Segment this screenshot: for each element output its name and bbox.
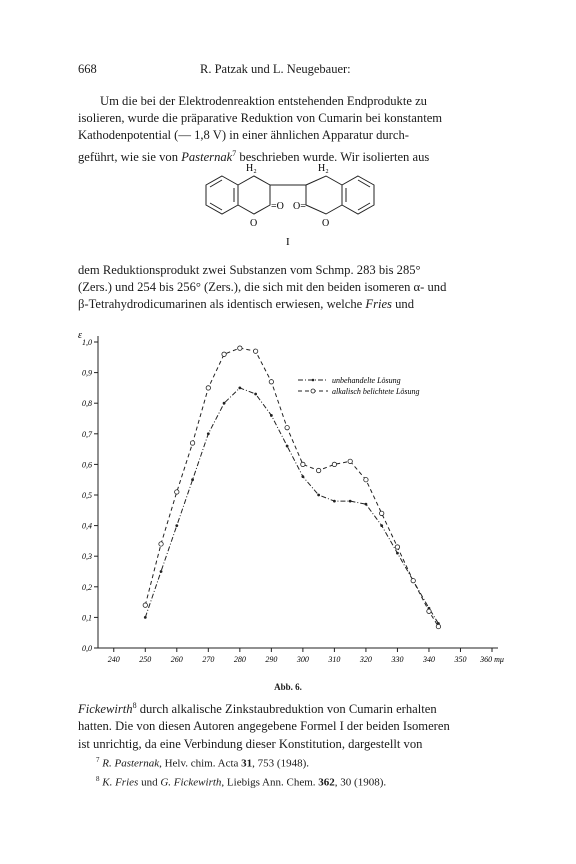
h2-label-left: H₂ xyxy=(246,163,257,174)
figure-caption: Abb. 6. xyxy=(274,682,302,692)
text-fragment: , Helv. chim. Acta xyxy=(159,757,242,770)
data-point xyxy=(238,346,242,350)
y-axis-label: ε xyxy=(78,330,82,341)
data-point xyxy=(207,432,210,435)
running-title: R. Patzak und L. Neugebauer: xyxy=(200,62,351,76)
text-fragment: , 30 (1908). xyxy=(334,776,387,789)
pyranone-ring-right xyxy=(306,176,342,214)
data-point xyxy=(223,402,226,405)
text-line: Kathodenpotential (— 1,8 V) in einer ähnlichen Apparatur durch- xyxy=(78,128,409,143)
volume-number: 31 xyxy=(241,757,253,770)
y-tick-label: 1,0 xyxy=(82,338,92,347)
legend-label: alkalisch belichtete Lösung xyxy=(332,387,420,396)
data-point xyxy=(222,352,226,356)
data-point xyxy=(395,545,399,549)
text-line: dem Reduktionsprodukt zwei Substanzen vom Schmp. 283 bis 285° xyxy=(78,263,421,277)
legend-label: unbehandelte Lösung xyxy=(332,376,401,385)
y-tick-label: 0,7 xyxy=(82,429,92,439)
author-name: G. Fickewirth xyxy=(160,776,222,789)
x-tick-label: 320 xyxy=(359,655,372,664)
data-point xyxy=(269,380,273,384)
data-point xyxy=(160,570,163,573)
data-point xyxy=(436,624,440,628)
author-name: Pasternak xyxy=(181,149,233,164)
carbonyl-label-right: O= xyxy=(293,201,306,212)
data-point xyxy=(317,494,320,497)
data-point xyxy=(143,603,147,607)
data-point xyxy=(253,349,257,353)
data-point xyxy=(270,414,273,417)
compound-label: I xyxy=(286,236,290,248)
text-fragment: durch alkalische Zinkstaubreduktion von Cumarin erhalten xyxy=(136,702,437,717)
data-point xyxy=(144,616,147,619)
text-fragment: , 753 (1948). xyxy=(252,757,309,770)
data-point xyxy=(175,524,178,527)
data-point xyxy=(427,609,431,613)
data-point xyxy=(348,459,352,463)
x-tick-label: 300 xyxy=(296,655,309,664)
absorption-spectrum-chart xyxy=(60,318,520,680)
series-line xyxy=(145,388,438,624)
text-fragment: beschrieben wurde. Wir isolierten aus xyxy=(236,149,430,164)
x-tick-label: 350 xyxy=(454,655,467,664)
footnotes xyxy=(96,753,516,790)
footnote-7 xyxy=(96,753,516,772)
data-point xyxy=(254,393,257,396)
legend-marker xyxy=(311,389,315,393)
carbonyl-label-left: =O xyxy=(271,201,284,212)
data-point xyxy=(238,387,241,390)
data-point xyxy=(206,386,210,390)
data-point xyxy=(365,503,368,506)
text-line: ist unrichtig, da eine Verbindung dieser Konstitution, dargestellt von xyxy=(78,736,423,751)
paragraph-substances xyxy=(78,262,502,314)
x-tick-label: 240 xyxy=(107,655,120,664)
data-point xyxy=(190,441,194,445)
y-tick-label: 0,0 xyxy=(82,644,92,653)
x-tick-label: 270 xyxy=(202,655,215,664)
data-point xyxy=(380,524,383,527)
x-tick-label: 290 xyxy=(265,655,278,664)
data-point xyxy=(159,542,163,546)
text-fragment: , Liebigs Ann. Chem. xyxy=(221,776,319,789)
data-point xyxy=(396,552,399,555)
benzene-ring-left xyxy=(206,176,238,214)
author-name: K. Fries xyxy=(102,776,139,789)
y-tick-label: 0,6 xyxy=(82,460,92,470)
ring-oxygen-left: O xyxy=(250,218,258,229)
paragraph-formula xyxy=(78,697,502,753)
page-number: 668 xyxy=(78,62,97,76)
data-point xyxy=(301,475,304,478)
ring-oxygen-right: O xyxy=(322,218,330,229)
author-name: Fickewirth xyxy=(78,702,133,717)
text-fragment: geführt, wie sie von xyxy=(78,149,182,164)
x-tick-label: 330 xyxy=(391,655,404,664)
data-point xyxy=(411,578,415,582)
x-tick-label: 340 xyxy=(422,655,435,664)
footnote-mark: 7 xyxy=(96,756,100,764)
data-point xyxy=(349,500,352,503)
data-point xyxy=(286,445,289,448)
text-fragment: β-Tetrahydrodicumarinen als identisch erwiesen, welche xyxy=(78,297,366,312)
benzene-ring-right xyxy=(342,176,374,214)
pyranone-ring-left xyxy=(238,176,270,214)
y-tick-label: 0,9 xyxy=(82,368,92,378)
h2-label-right: H₂ xyxy=(318,163,329,174)
y-tick-label: 0,8 xyxy=(82,399,92,409)
x-tick-label: 310 xyxy=(328,655,341,664)
paragraph-intro xyxy=(78,93,502,166)
data-point xyxy=(175,490,179,494)
x-tick-label: 250 xyxy=(139,655,152,664)
text-fragment: und xyxy=(138,776,161,789)
author-name: Fries xyxy=(365,297,392,312)
data-point xyxy=(332,462,336,466)
data-point xyxy=(316,468,320,472)
x-tick-label: 260 xyxy=(170,655,183,664)
text-line: (Zers.) und 254 bis 256° (Zers.), die sich mit den beiden isomeren α- und xyxy=(78,280,447,295)
text-line: hatten. Die von diesen Autoren angegebene Formel I der beiden Isomeren xyxy=(78,719,450,734)
text-line: Um die bei der Elektrodenreaktion entstehenden Endprodukte zu xyxy=(100,94,427,108)
y-tick-label: 0,4 xyxy=(82,521,92,531)
footnote-ref: 7 xyxy=(232,148,237,158)
data-point xyxy=(364,478,368,482)
footnote-mark: 8 xyxy=(96,774,100,783)
text-line xyxy=(78,296,502,313)
footnote-ref: 8 xyxy=(132,701,137,710)
data-point xyxy=(379,511,383,515)
data-point xyxy=(301,462,305,466)
y-tick-label: 0,3 xyxy=(82,552,92,562)
x-tick-label: 360 mμ xyxy=(480,655,504,664)
data-point xyxy=(285,425,289,429)
text-fragment: und xyxy=(391,297,415,312)
y-tick-label: 0,5 xyxy=(82,491,92,500)
legend-marker xyxy=(312,379,315,382)
y-tick-label: 0,2 xyxy=(82,582,92,592)
x-tick-label: 280 xyxy=(233,655,246,664)
author-name: R. Pasternak xyxy=(102,757,160,770)
footnote-8 xyxy=(96,772,516,791)
data-point xyxy=(333,500,336,503)
chemical-structure xyxy=(200,158,380,248)
text-line: isolieren, wurde die präparative Reduktion von Cumarin bei konstantem xyxy=(78,111,443,126)
y-tick-label: 0,1 xyxy=(82,613,92,623)
text-line xyxy=(78,697,502,718)
volume-number: 362 xyxy=(318,776,335,789)
data-point xyxy=(191,478,194,481)
